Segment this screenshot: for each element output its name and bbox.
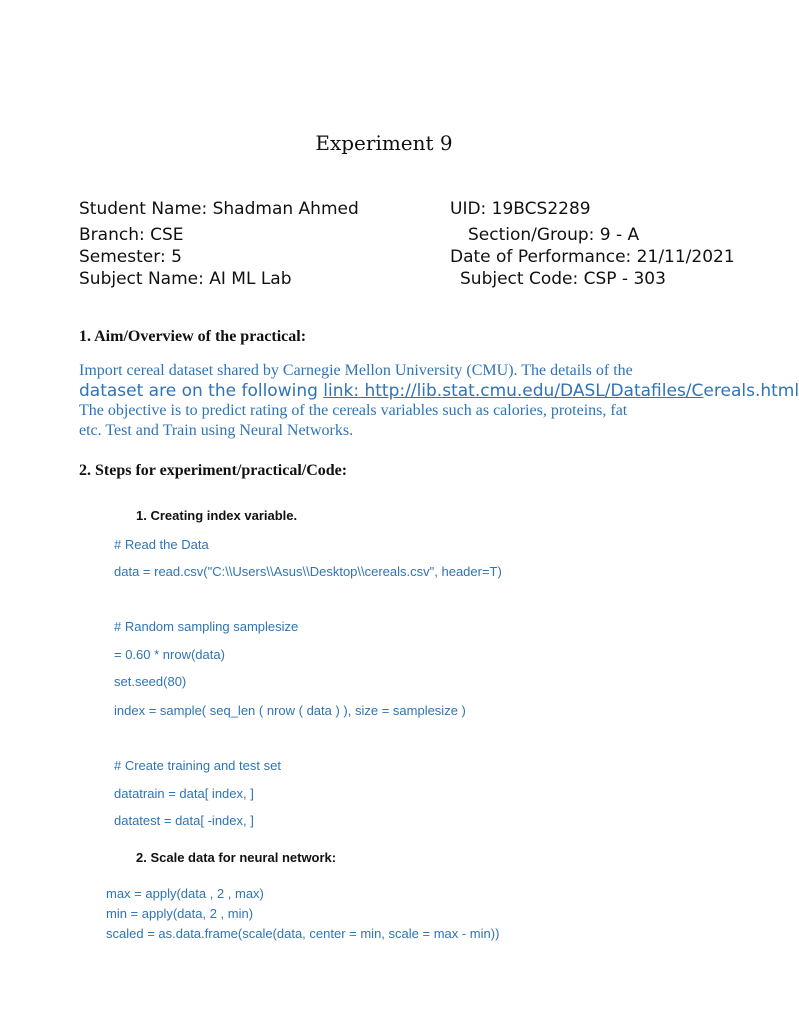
step-2-label: 2. Scale data for neural network:: [136, 850, 337, 865]
code-line: = 0.60 * nrow(data): [114, 647, 225, 662]
student-name: Student Name: Shadman Ahmed: [79, 199, 359, 219]
aim-line-2-text: dataset are on the following: [79, 381, 324, 401]
section-group: Section/Group: 9 - A: [468, 225, 640, 245]
code-line: min = apply(data, 2 , min): [106, 906, 254, 921]
date-of-performance: Date of Performance: 21/11/2021: [450, 247, 735, 267]
subject-name: Subject Name: AI ML Lab: [79, 269, 292, 289]
code-line: datatest = data[ -index, ]: [114, 813, 254, 828]
page-title: Experiment 9: [315, 131, 453, 155]
aim-line-2: [79, 381, 799, 401]
code-line: index = sample( seq_len ( nrow ( data ) ), size = samplesize ): [114, 703, 466, 718]
step-1-label: 1. Creating index variable.: [136, 508, 298, 523]
subject-code: Subject Code: CSP - 303: [460, 269, 666, 289]
aim-line-2-suffix: ereals.html: [703, 381, 799, 401]
code-line: # Random sampling samplesize: [114, 619, 299, 634]
code-line: data = read.csv("C:\\Users\\Asus\\Desktop\\cereals.csv", header=T): [114, 564, 502, 579]
code-line: # Create training and test set: [114, 758, 281, 773]
aim-line-4: etc. Test and Train using Neural Networks.: [79, 422, 354, 439]
code-line: datatrain = data[ index, ]: [114, 786, 254, 801]
aim-heading: 1. Aim/Overview of the practical:: [79, 328, 307, 345]
code-line: # Read the Data: [114, 537, 209, 552]
aim-line-3: The objective is to predict rating of the cereals variables such as calories, proteins, fat: [79, 402, 628, 419]
steps-heading: 2. Steps for experiment/practical/Code:: [79, 462, 348, 479]
code-line: set.seed(80): [114, 674, 187, 689]
aim-line-1: Import cereal dataset shared by Carnegie Mellon University (CMU). The details of the: [79, 362, 633, 379]
semester: Semester: 5: [79, 247, 182, 267]
branch: Branch: CSE: [79, 225, 184, 245]
dataset-link[interactable]: link: http://lib.stat.cmu.edu/DASL/Datafiles/C: [323, 381, 704, 401]
uid: UID: 19BCS2289: [450, 199, 591, 219]
code-line: scaled = as.data.frame(scale(data, center = min, scale = max - min)): [106, 926, 500, 941]
code-line: max = apply(data , 2 , max): [106, 886, 264, 901]
